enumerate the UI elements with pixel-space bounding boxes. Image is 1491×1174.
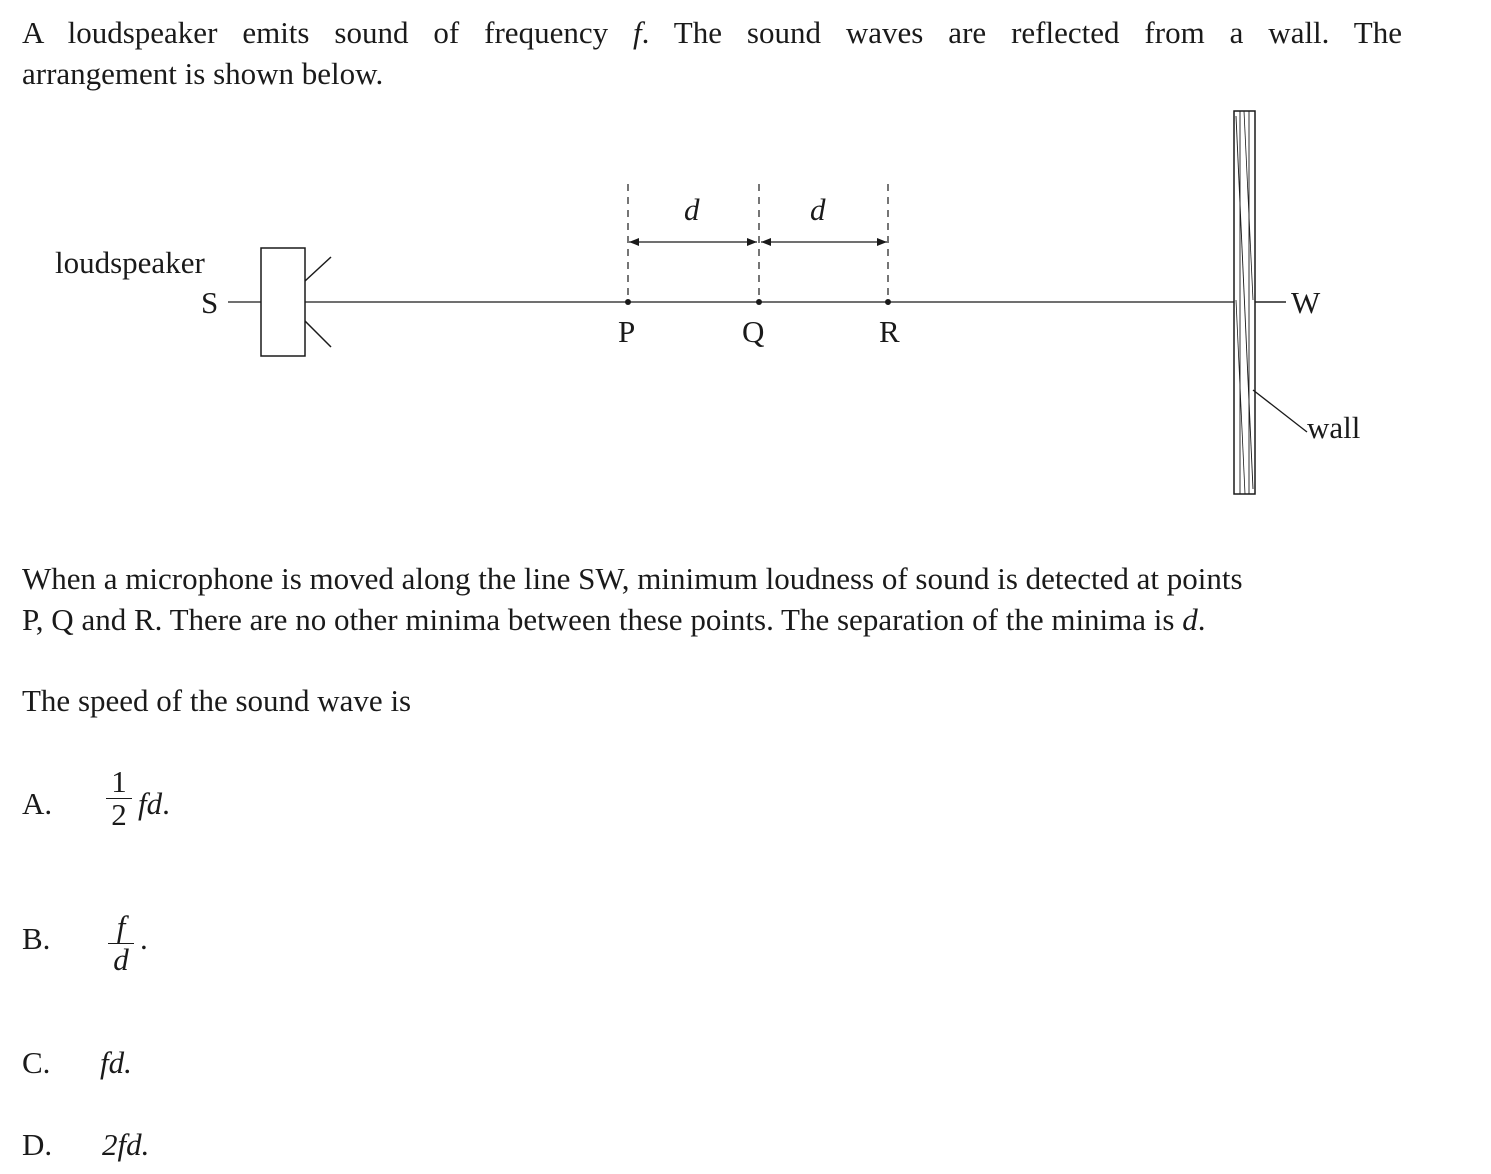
description-line-2: P, Q and R. There are no other minima between these points. The separation of the minima is d.	[22, 602, 1206, 637]
source-label: S	[201, 285, 219, 320]
point-p-label: P	[618, 314, 636, 349]
separation-label-pq: d	[684, 192, 700, 227]
point-r-marker	[885, 299, 891, 305]
option-b-denominator: d	[113, 942, 129, 977]
option-c-expression: fd.	[100, 1045, 132, 1080]
question-stem: The speed of the sound wave is	[22, 683, 412, 718]
option-a-letter: A.	[22, 786, 53, 821]
option-b-letter: B.	[22, 921, 51, 956]
option-d-letter: D.	[22, 1127, 53, 1162]
loudspeaker-box	[261, 248, 305, 356]
option-a-fraction	[106, 766, 132, 831]
option-c-letter: C.	[22, 1045, 51, 1080]
loudspeaker-cone-bottom	[305, 321, 331, 347]
point-q-marker	[756, 299, 762, 305]
separation-label-qr: d	[810, 192, 826, 227]
frequency-symbol: f	[633, 15, 642, 50]
option-b-numerator: f	[116, 909, 126, 944]
description-paragraph	[22, 558, 1482, 640]
option-b-punct: .	[140, 921, 148, 956]
loudspeaker-label: loudspeaker	[55, 245, 205, 280]
wall	[1234, 111, 1255, 494]
point-r-label: R	[879, 314, 900, 349]
option-a-expression: fd.	[138, 786, 170, 821]
option-a-numerator: 1	[111, 764, 127, 799]
intro-line-2: arrangement is shown below.	[22, 56, 384, 91]
wall-leader-line	[1253, 390, 1307, 432]
option-a-denominator: 2	[111, 797, 127, 832]
end-label-w: W	[1291, 285, 1321, 320]
point-p-marker	[625, 299, 631, 305]
separation-symbol: d	[1182, 602, 1198, 637]
wall-label: wall	[1307, 410, 1361, 445]
option-b-fraction	[108, 911, 134, 976]
point-q-label: Q	[742, 314, 765, 349]
description-line-1: When a microphone is moved along the line SW, minimum loudness of sound is detected at points	[22, 561, 1243, 596]
intro-line-1: A loudspeaker emits sound of frequency f. The sound waves are reflected from a wall. The	[22, 15, 1402, 50]
option-d-expression: 2fd.	[102, 1127, 150, 1162]
loudspeaker-cone-top	[305, 257, 331, 281]
